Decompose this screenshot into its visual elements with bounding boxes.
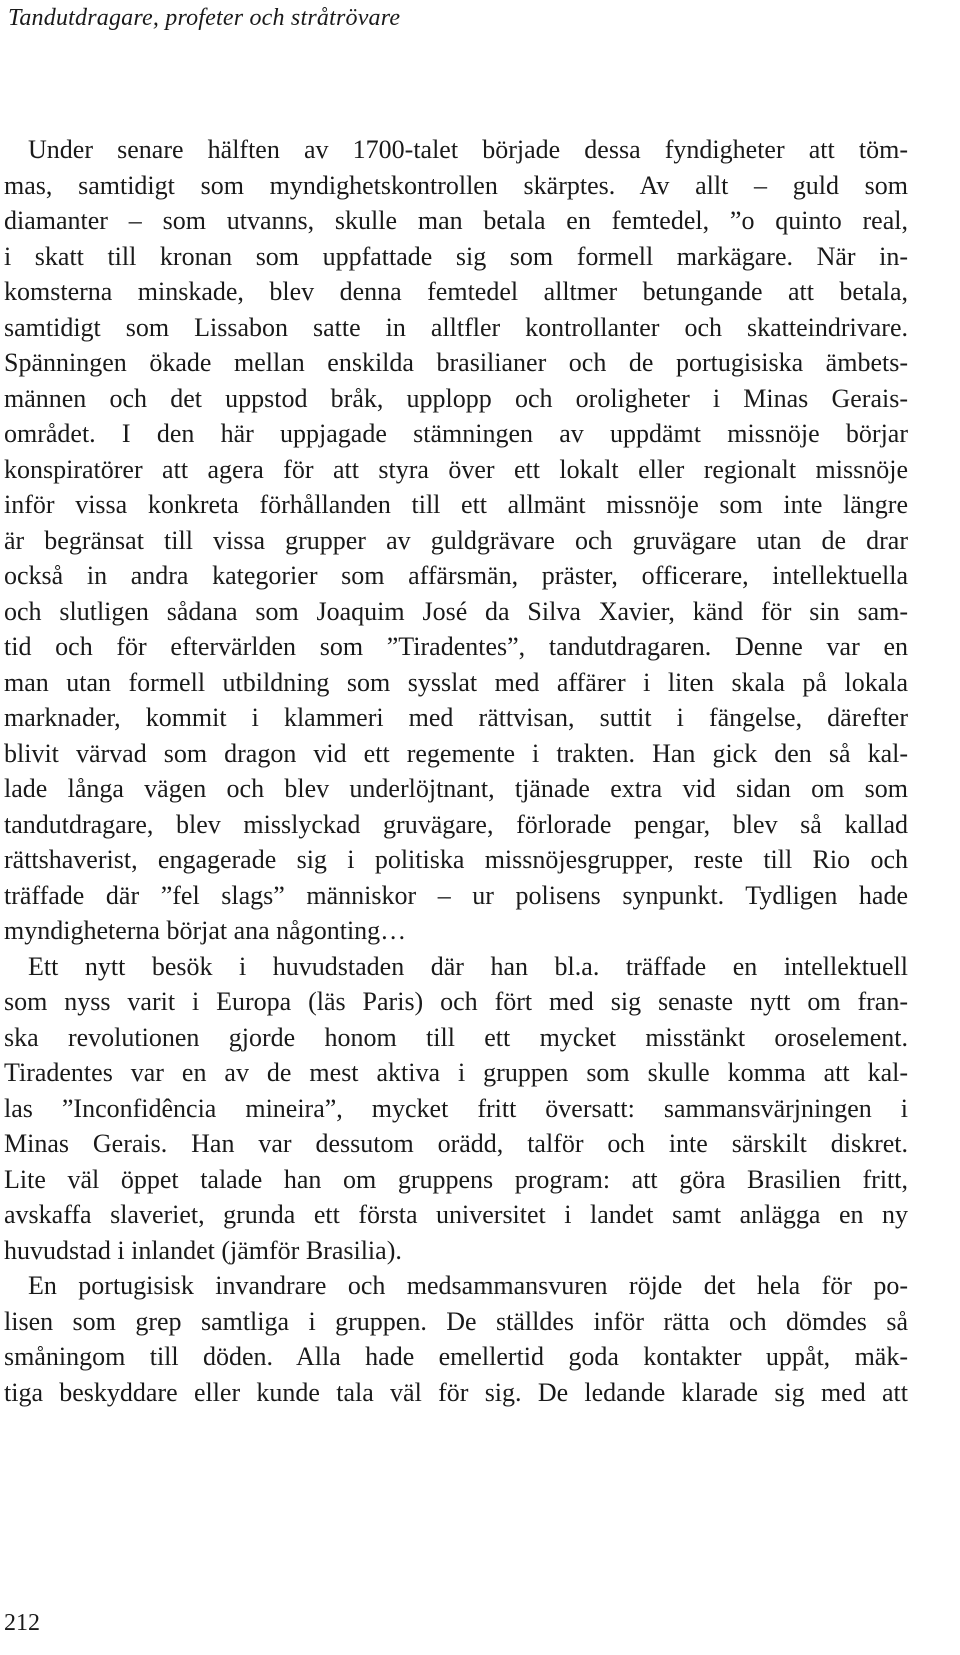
- text-line: träffade där ”fel slags” människor – ur polisens synpunkt. Tydligen hade: [4, 880, 908, 910]
- text-line: tiga beskyddare eller kunde tala väl för sig. De ledande klarade sig med att: [4, 1377, 908, 1407]
- text-line: tandutdragare, blev misslyckad gruvägare, förlorade pengar, blev så kallad: [4, 809, 908, 839]
- page-number: 212: [4, 1610, 40, 1636]
- text-line: som nyss varit i Europa (läs Paris) och fört med sig senaste nytt om fran-: [4, 987, 908, 1016]
- paragraph-1: [4, 132, 908, 949]
- text-line: myndigheterna börjat ana någonting…: [4, 916, 407, 945]
- text-line: inför vissa konkreta förhållanden till ett allmänt missnöje som inte längre: [4, 490, 908, 519]
- text-line: Tiradentes var en av de mest aktiva i gruppen som skulle komma att kal-: [4, 1058, 908, 1087]
- text-line: mas, samtidigt som myndighetskontrollen skärptes. Av allt – guld som: [4, 170, 908, 200]
- text-line: man utan formell utbildning som sysslat med affärer i liten skala på lokala: [4, 667, 908, 697]
- text-line: konspiratörer att agera för att styra över ett lokalt eller regionalt missnöje: [4, 454, 908, 484]
- text-line: samtidigt som Lissabon satte in alltfler kontrollanter och skatteindrivare.: [4, 312, 908, 342]
- text-line: ska revolutionen gjorde honom till ett mycket misstänkt oroselement.: [4, 1022, 908, 1052]
- text-line: Under senare hälften av 1700-talet började dessa fyndigheter att töm-: [28, 135, 908, 164]
- text-line: i skatt till kronan som uppfattade sig som formell markägare. När in-: [4, 241, 908, 271]
- text-line: lade långa vägen och blev underlöjtnant, tjänade extra vid sidan om som: [4, 774, 908, 803]
- paragraph-2: [4, 949, 908, 1269]
- text-line: blivit värvad som dragon vid ett regemente i trakten. Han gick den så kal-: [4, 738, 908, 768]
- text-line: diamanter – som utvanns, skulle man betala en femtedel, ”o quinto real,: [4, 206, 908, 235]
- text-line: tid och för eftervärlden som ”Tiradentes”, tandutdragaren. Denne var en: [4, 632, 908, 661]
- text-line: las ”Inconfidência mineira”, mycket fritt översatt: sammansvärjningen i: [4, 1093, 908, 1123]
- text-line: huvudstad i inlandet (jämför Brasilia).: [4, 1235, 402, 1265]
- text-line: Spänningen ökade mellan enskilda brasilianer och de portugisiska ämbets-: [4, 348, 908, 377]
- text-line: området. I den här uppjagade stämningen av uppdämt missnöje börjar: [4, 419, 908, 448]
- text-line: också in andra kategorier som affärsmän, präster, officerare, intellektuella: [4, 561, 908, 590]
- text-line: Lite väl öppet talade han om gruppens program: att göra Brasilien fritt,: [4, 1164, 908, 1194]
- text-line: Ett nytt besök i huvudstaden där han bl.a. träffade en intellektuell: [28, 951, 908, 981]
- text-line: lisen som grep samtliga i gruppen. De ställdes inför rätta och dömdes så: [4, 1306, 908, 1336]
- text-line: småningom till döden. Alla hade emellertid goda kontakter uppåt, mäk-: [4, 1342, 908, 1371]
- running-head: Tandutdragare, profeter och stråtrövare: [8, 5, 401, 31]
- text-line: männen och det uppstod bråk, upplopp och oroligheter i Minas Gerais-: [4, 383, 908, 413]
- text-line: komsterna minskade, blev denna femtedel alltmer betungande att betala,: [4, 277, 908, 306]
- text-line: En portugisisk invandrare och medsammansvuren röjde det hela för po-: [28, 1271, 908, 1300]
- body-text: [4, 132, 908, 1410]
- paragraph-3: [4, 1268, 908, 1410]
- text-line: avskaffa slaveriet, grunda ett första universitet i landet samt anlägga en ny: [4, 1200, 908, 1229]
- text-line: och slutligen sådana som Joaquim José da Silva Xavier, känd för sin sam-: [4, 596, 908, 626]
- text-line: marknader, kommit i klammeri med rättvisan, suttit i fängelse, därefter: [4, 703, 908, 732]
- text-line: Minas Gerais. Han var dessutom orädd, talför och inte särskilt diskret.: [4, 1129, 908, 1158]
- text-line: är begränsat till vissa grupper av guldgrävare och gruvägare utan de drar: [4, 525, 908, 555]
- text-line: rättshaverist, engagerade sig i politiska missnöjesgrupper, reste till Rio och: [4, 845, 908, 874]
